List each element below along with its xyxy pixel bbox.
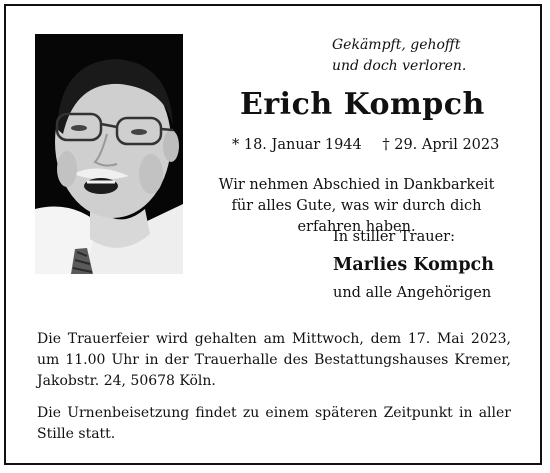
- family-line: und alle Angehörigen: [333, 285, 492, 301]
- funeral-notice: Die Trauerfeier wird gehalten am Mittwoch, dem 17. Mai 2023, um 11.00 Uhr in der Trauerhalle des Bestattungshauses Kremer, Jakobstr. 24, 50678 Köln.: [37, 331, 511, 389]
- death-date: † 29. April 2023: [382, 137, 500, 153]
- life-dates: [232, 137, 499, 153]
- deceased-name: Erich Kompch: [240, 87, 485, 122]
- motto-line: Gekämpft, gehofft: [332, 37, 461, 53]
- mourner-name: Marlies Kompch: [333, 255, 494, 275]
- portrait-photo: [35, 34, 183, 274]
- birth-date: * 18. Januar 1944: [232, 137, 362, 153]
- urn-notice: Die Urnenbeisetzung findet zu einem späteren Zeitpunkt in aller Stille statt.: [37, 405, 511, 442]
- motto: [332, 35, 466, 77]
- farewell-text: Wir nehmen Abschied in Dankbarkeit für alles Gute, was wir durch dich erfahren haben.: [218, 177, 495, 235]
- mourning-label: In stiller Trauer:: [333, 229, 455, 245]
- motto-line: und doch verloren.: [332, 58, 467, 74]
